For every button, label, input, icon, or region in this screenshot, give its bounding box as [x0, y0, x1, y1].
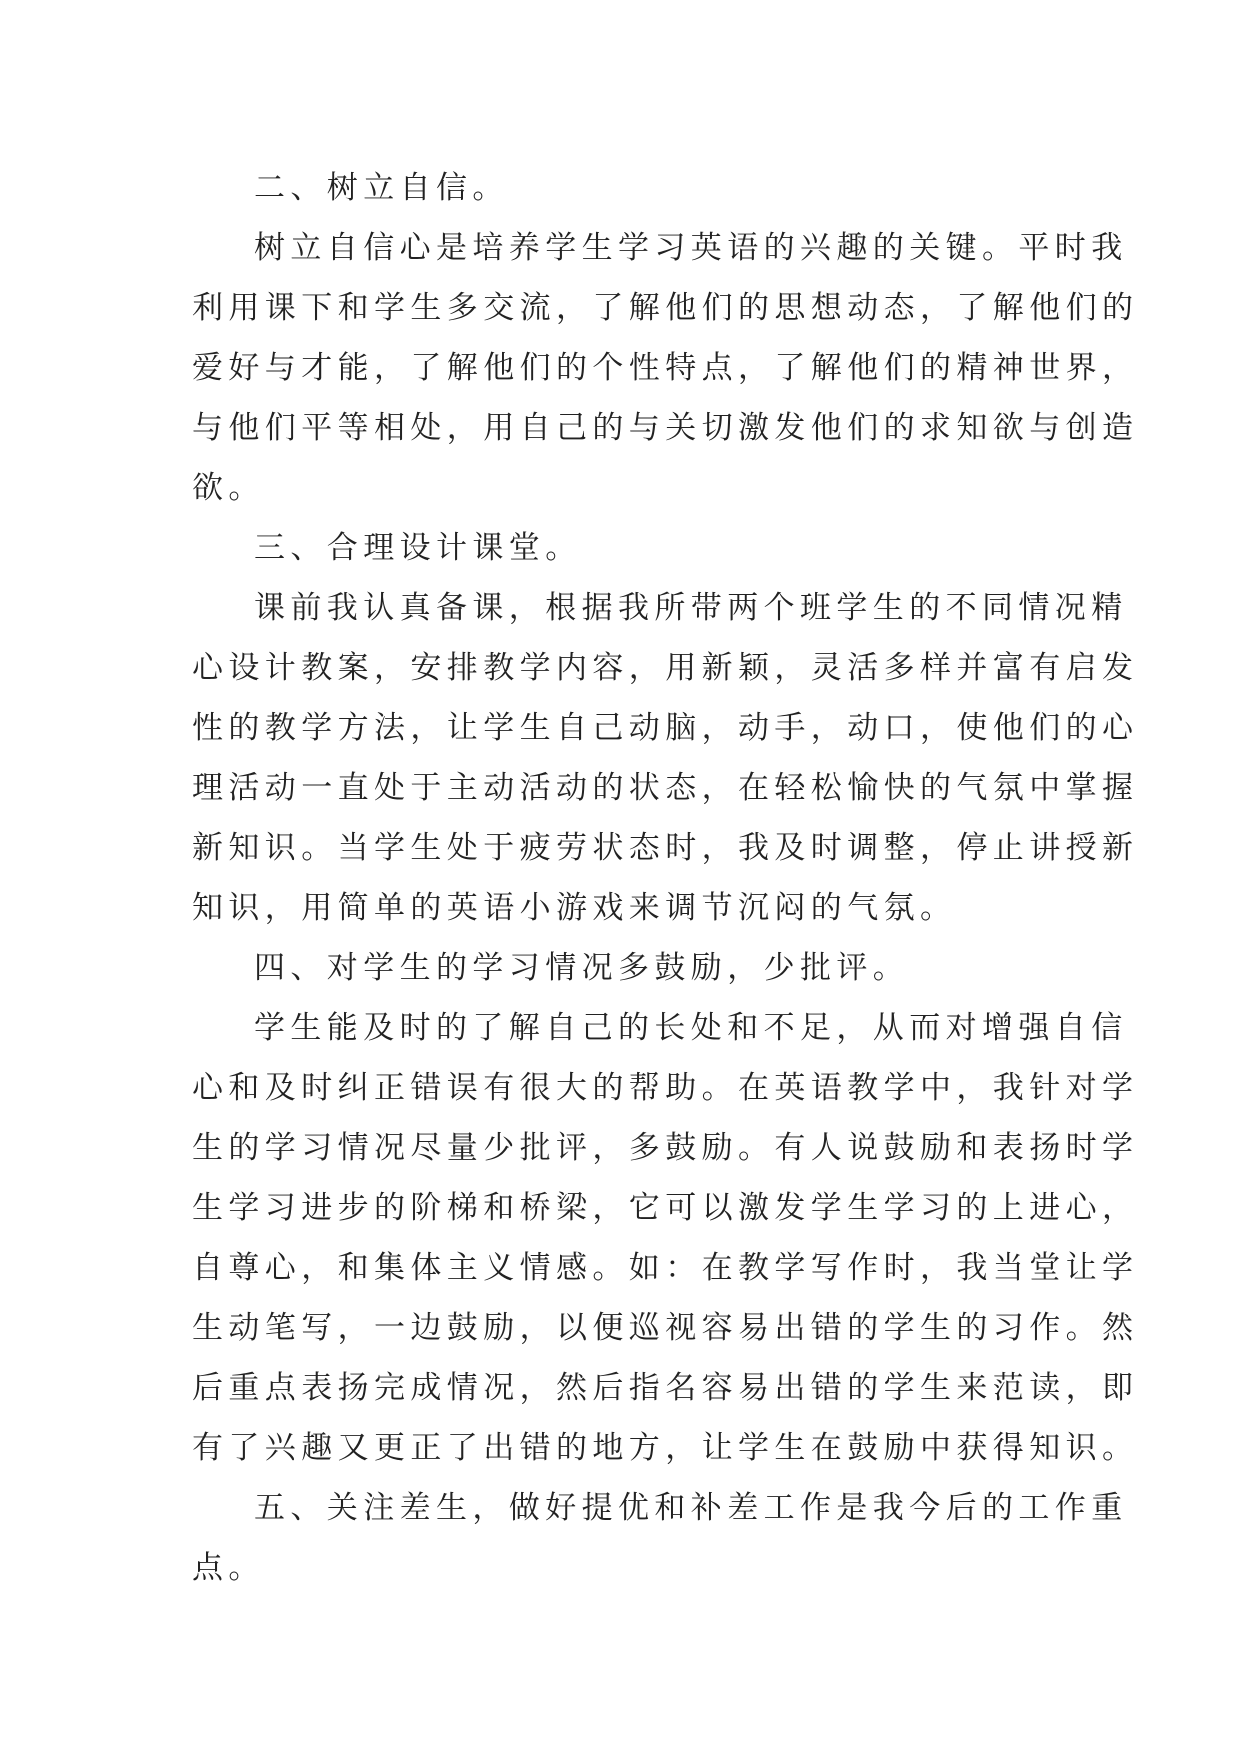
document-body: [192, 158, 1139, 1598]
text-line: 心设计教案，安排教学内容，用新颖，灵活多样并富有启发: [192, 650, 1139, 686]
section-heading-2: [192, 158, 1072, 218]
text-line: 五、关注差生，做好提优和补差工作是我今后的工作重: [254, 1490, 1128, 1526]
text-line: 后重点表扬完成情况，然后指名容易出错的学生来范读，即: [192, 1370, 1139, 1406]
text-line: 树立自信心是培养学生学习英语的兴趣的关键。平时我: [254, 230, 1128, 266]
text-line: 有了兴趣又更正了出错的地方，让学生在鼓励中获得知识。: [192, 1430, 1139, 1466]
text-line: 学生能及时的了解自己的长处和不足，从而对增强自信: [254, 1010, 1128, 1046]
text-line: 性的教学方法，让学生自己动脑，动手，动口，使他们的心: [192, 710, 1139, 746]
text-line: 自尊心，和集体主义情感。如：在教学写作时，我当堂让学: [192, 1250, 1139, 1286]
text-line: 欲。: [192, 470, 265, 506]
section-heading-3: [192, 518, 1072, 578]
text-line: 点。: [192, 1550, 265, 1586]
text-line: 爱好与才能，了解他们的个性特点，了解他们的精神世界，: [192, 350, 1139, 386]
text-line: 心和及时纠正错误有很大的帮助。在英语教学中，我针对学: [192, 1070, 1139, 1106]
text-line: 二、树立自信。: [254, 170, 509, 206]
text-line: 生学习进步的阶梯和桥梁，它可以激发学生学习的上进心，: [192, 1190, 1139, 1226]
section-paragraph-4: [192, 998, 1139, 1478]
text-line: 课前我认真备课，根据我所带两个班学生的不同情况精: [254, 590, 1128, 626]
text-line: 利用课下和学生多交流，了解他们的思想动态，了解他们的: [192, 290, 1139, 326]
section-paragraph-2: [192, 218, 1139, 518]
text-line: 四、对学生的学习情况多鼓励，少批评。: [254, 950, 910, 986]
section-paragraph-3: [192, 578, 1139, 938]
text-line: 理活动一直处于主动活动的状态，在轻松愉快的气氛中掌握: [192, 770, 1139, 806]
text-line: 生的学习情况尽量少批评，多鼓励。有人说鼓励和表扬时学: [192, 1130, 1139, 1166]
text-line: 新知识。当学生处于疲劳状态时，我及时调整，停止讲授新: [192, 830, 1139, 866]
section-heading-4: [192, 938, 1072, 998]
text-line: 生动笔写，一边鼓励，以便巡视容易出错的学生的习作。然: [192, 1310, 1139, 1346]
section-heading-5: [192, 1478, 1128, 1598]
text-line: 知识，用简单的英语小游戏来调节沉闷的气氛。: [192, 890, 957, 926]
text-line: 与他们平等相处，用自己的与关切激发他们的求知欲与创造: [192, 410, 1139, 446]
text-line: 三、合理设计课堂。: [254, 530, 582, 566]
